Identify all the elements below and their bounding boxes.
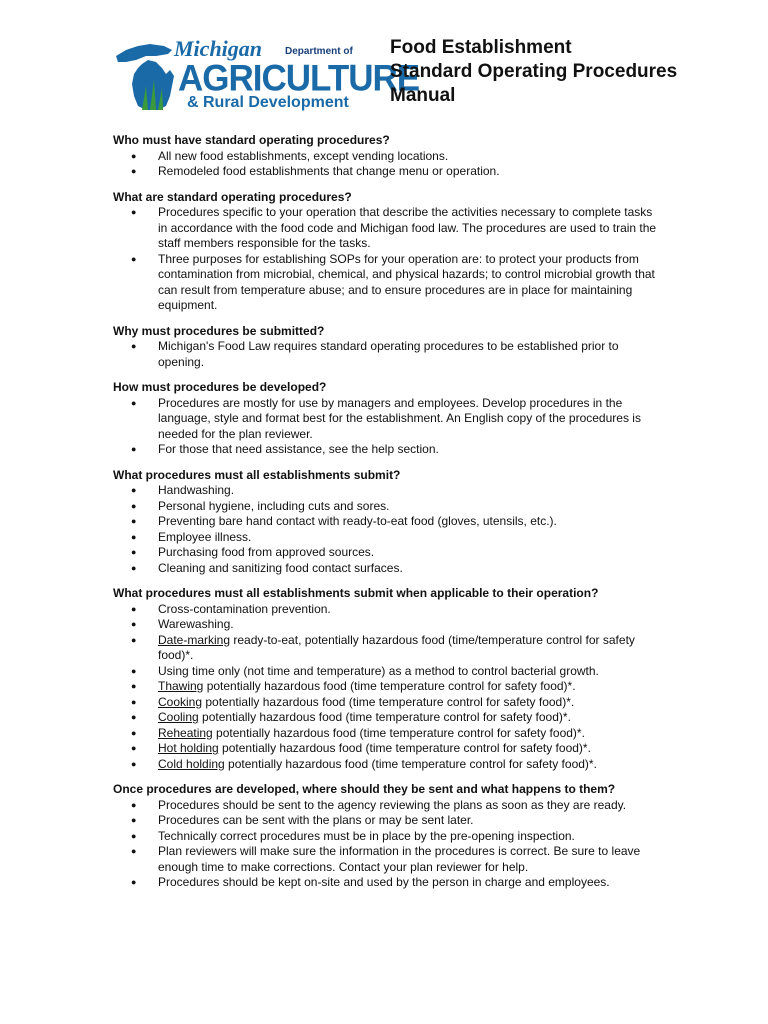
list-item — [113, 545, 658, 561]
list-item — [113, 695, 658, 711]
item-text: Cross-contamination prevention. — [158, 601, 331, 616]
item-underlined-term: Cooking — [158, 694, 203, 709]
section-question: Why must procedures be submitted? — [113, 323, 325, 338]
document-title — [390, 36, 677, 108]
document-body — [113, 133, 658, 901]
list-item — [113, 602, 658, 618]
bullet-list — [113, 205, 658, 314]
bullet-list — [113, 483, 658, 576]
list-item — [113, 149, 658, 165]
section-question: What are standard operating procedures? — [113, 189, 352, 204]
faq-section — [113, 468, 658, 577]
title-line: Manual — [390, 85, 456, 106]
item-text: Purchasing food from approved sources. — [158, 545, 375, 559]
bullet-list — [113, 602, 658, 773]
list-item — [113, 339, 658, 370]
list-item — [113, 530, 658, 546]
item-text: Personal hygiene, including cuts and sores. — [158, 498, 390, 513]
item-underlined-term: Cold holding — [158, 756, 225, 771]
list-item — [113, 396, 658, 443]
list-item — [113, 813, 658, 829]
list-item — [113, 726, 658, 742]
item-text: potentially hazardous food (time temperature control for safety food)*. — [198, 710, 571, 724]
item-text: Preventing bare hand contact with ready-to-eat food (gloves, utensils, etc.). — [158, 514, 557, 528]
item-text: Michigan's Food Law requires standard operating procedures to be established prior to opening. — [158, 339, 619, 369]
faq-section — [113, 380, 658, 458]
list-item — [113, 483, 658, 499]
faq-section — [113, 324, 658, 371]
list-item — [113, 757, 658, 773]
item-text: Cleaning and sanitizing food contact surfaces. — [158, 560, 403, 575]
list-item — [113, 664, 658, 680]
list-item — [113, 844, 658, 875]
item-text: Remodeled food establishments that change menu or operation. — [158, 164, 500, 178]
item-underlined-term: Hot holding — [158, 741, 219, 755]
logo-agriculture-text: AGRICULTURE — [178, 58, 420, 99]
list-item — [113, 798, 658, 814]
list-item — [113, 679, 658, 695]
title-line: Food Establishment — [390, 37, 572, 58]
item-text: potentially hazardous food (time temperature control for safety food)*. — [203, 679, 576, 693]
item-underlined-term: Cooling — [158, 710, 199, 724]
item-text: Three purposes for establishing SOPs for your operation are: to protect your products from contamination from microbial, chemical, and physical hazards; to control microbial growth that can result from temperature abuse; and to ensure procedures are in place for maintaining equipment. — [158, 251, 655, 312]
logo-rural-text: & Rural Development — [187, 94, 349, 111]
mdard-logo — [112, 34, 420, 118]
item-underlined-term: Thawing — [158, 679, 204, 693]
item-text: Warewashing. — [158, 617, 234, 631]
faq-section — [113, 190, 658, 314]
list-item — [113, 252, 658, 314]
item-text: Employee illness. — [158, 529, 252, 544]
logo-state-text: Michigan — [174, 36, 263, 61]
item-text: Procedures should be sent to the agency reviewing the plans as soon as they are ready. — [158, 797, 627, 812]
item-text: Procedures are mostly for use by managers and employees. Develop procedures in the language, style and format best for the establishment. An English copy of the procedures is needed for the plan reviewer. — [158, 395, 641, 441]
bullet-list — [113, 149, 658, 180]
item-text: Procedures can be sent with the plans or may be sent later. — [158, 813, 474, 827]
list-item — [113, 829, 658, 845]
item-text: potentially hazardous food (time temperature control for safety food)*. — [218, 741, 591, 755]
bullet-list — [113, 798, 658, 891]
item-text: Procedures specific to your operation that describe the activities necessary to complete tasks in accordance with the food code and Michigan food law. The procedures are used to train the staff members responsible for the tasks. — [158, 205, 657, 250]
section-question: Who must have standard operating procedures? — [113, 133, 390, 147]
list-item — [113, 710, 658, 726]
list-item — [113, 514, 658, 530]
title-line: Standard Operating Procedures — [390, 61, 678, 82]
item-underlined-term: Reheating — [158, 725, 213, 740]
logo-department-text: Department of — [285, 46, 353, 57]
list-item — [113, 741, 658, 757]
list-item — [113, 617, 658, 633]
section-question: Once procedures are developed, where should they be sent and what happens to them? — [113, 782, 616, 796]
section-question: How must procedures be developed? — [113, 380, 327, 394]
bullet-list — [113, 396, 658, 458]
item-underlined-term: Date-marking — [158, 632, 231, 647]
list-item — [113, 499, 658, 515]
list-item — [113, 442, 658, 458]
bullet-list — [113, 339, 658, 370]
faq-section — [113, 782, 658, 891]
list-item — [113, 633, 658, 664]
item-text: Using time only (not time and temperature) as a method to control bacterial growth. — [158, 663, 599, 678]
item-text: Plan reviewers will make sure the information in the procedures is correct. Be sure to leave enough time to make corrections. Contact your plan reviewer for help. — [158, 844, 641, 874]
item-text: For those that need assistance, see the help section. — [158, 442, 439, 456]
list-item — [113, 205, 658, 252]
faq-section — [113, 133, 658, 180]
list-item — [113, 875, 658, 891]
item-text: Handwashing. — [158, 483, 235, 497]
section-question: What procedures must all establishments submit? — [113, 467, 401, 482]
item-text: potentially hazardous food (time temperature control for safety food)*. — [224, 756, 597, 771]
item-text: ready-to-eat, potentially hazardous food (time/temperature control for safety food)*. — [158, 632, 635, 662]
list-item — [113, 561, 658, 577]
item-text: potentially hazardous food (time temperature control for safety food)*. — [202, 694, 575, 709]
item-text: Procedures should be kept on-site and used by the person in charge and employees. — [158, 875, 610, 889]
item-text: Technically correct procedures must be in place by the pre-opening inspection. — [158, 828, 575, 843]
item-text: All new food establishments, except vending locations. — [158, 148, 449, 163]
section-question: What procedures must all establishments submit when applicable to their operation? — [113, 586, 599, 600]
list-item — [113, 164, 658, 180]
item-text: potentially hazardous food (time temperature control for safety food)*. — [212, 725, 585, 740]
faq-section — [113, 586, 658, 772]
